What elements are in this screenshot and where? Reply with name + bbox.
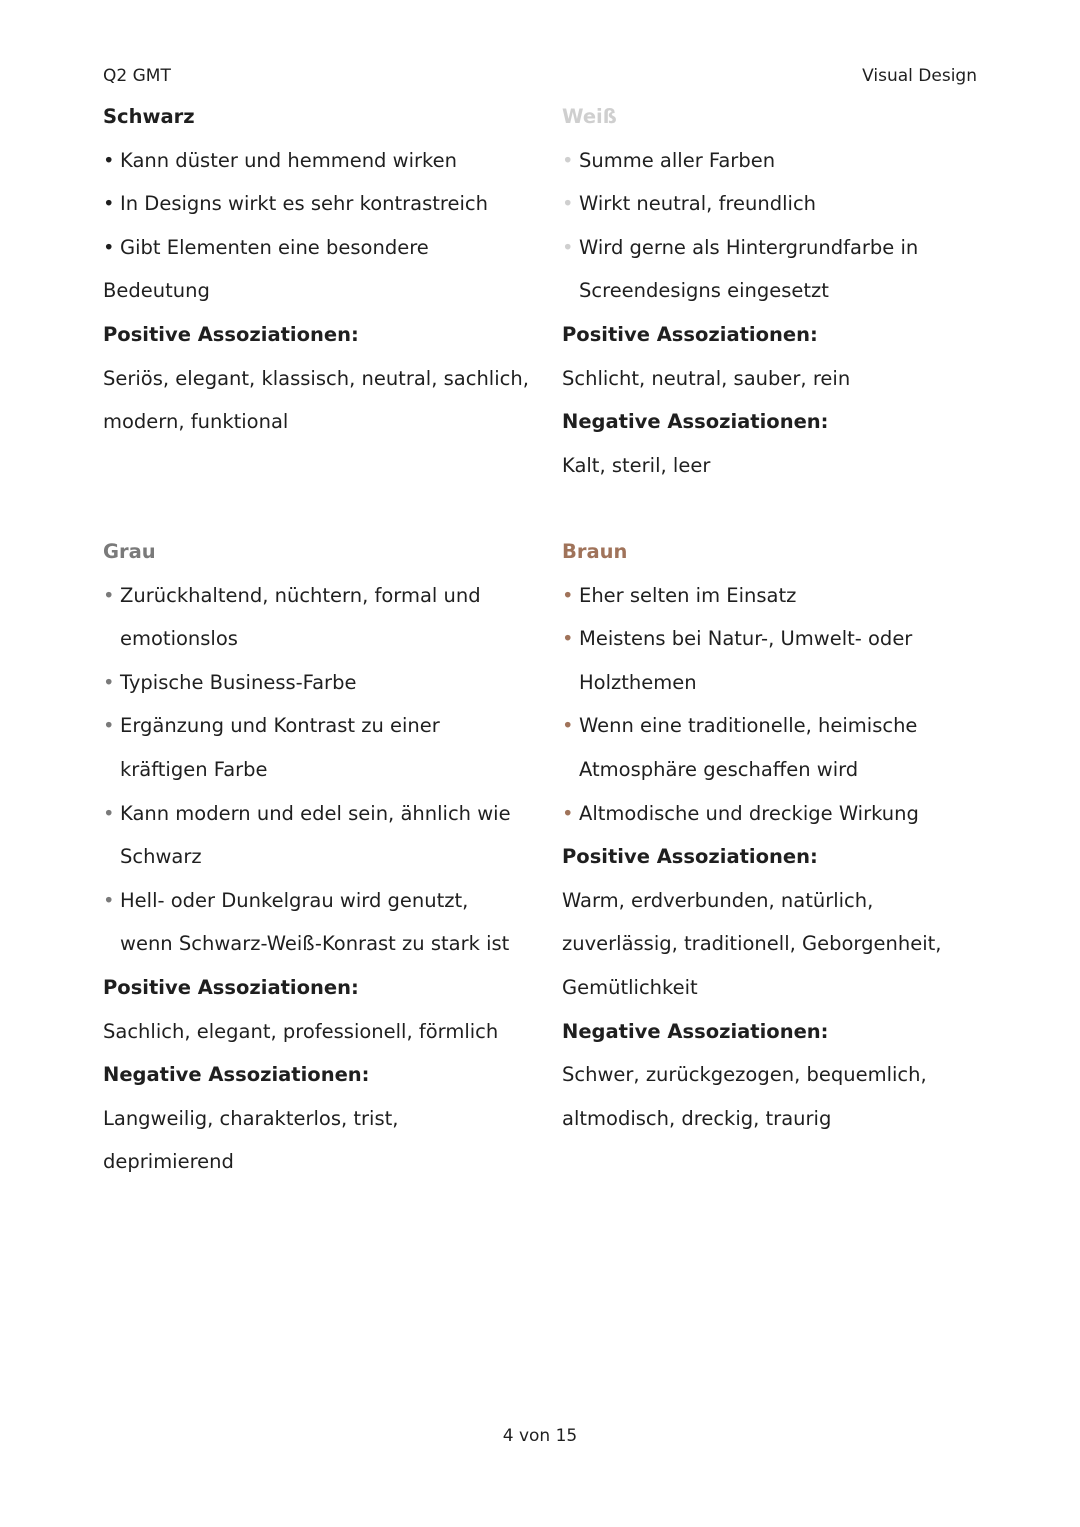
bullet-icon: •: [103, 670, 115, 694]
bullet-icon: •: [562, 192, 574, 216]
header-right: Visual Design: [862, 66, 977, 86]
list-item-text: Meistens bei Natur-, Umwelt- oder: [579, 627, 913, 651]
section-weiss: [562, 95, 1002, 487]
positive-text: zuverlässig, traditionell, Geborgenheit,: [562, 932, 942, 956]
negative-label: Negative Assoziationen:: [103, 1063, 370, 1087]
section-braun: [562, 530, 1002, 1140]
section-title: Weiß: [562, 105, 617, 128]
negative-label: Negative Assoziationen:: [562, 1019, 829, 1043]
section-grau: [103, 530, 543, 1184]
list-item: [562, 792, 1002, 836]
list-item: [103, 226, 543, 270]
list-item: [562, 182, 1002, 226]
list-item: [103, 574, 543, 618]
list-item-continuation: kräftigen Farbe: [120, 757, 268, 781]
list-item: [103, 792, 543, 836]
list-item-text: Ergänzung und Kontrast zu einer: [120, 714, 440, 738]
positive-text: modern, funktional: [103, 410, 289, 434]
list-item-text: Kann modern und edel sein, ähnlich wie: [120, 801, 511, 825]
positive-label: Positive Assoziationen:: [562, 322, 818, 346]
list-item-text: Gibt Elementen eine besondere: [120, 235, 429, 259]
positive-label: Positive Assoziationen:: [103, 975, 359, 999]
positive-text: Sachlich, elegant, professionell, förmlich: [103, 1019, 499, 1043]
negative-text: Schwer, zurückgezogen, bequemlich,: [562, 1063, 927, 1087]
header-left: Q2 GMT: [103, 66, 171, 86]
bullet-icon: •: [103, 888, 115, 912]
negative-text: deprimierend: [103, 1150, 234, 1174]
list-item-continuation: Bedeutung: [103, 279, 210, 303]
list-item: [562, 704, 1002, 748]
section-title: Braun: [562, 540, 628, 563]
positive-label: Positive Assoziationen:: [103, 322, 359, 346]
positive-text: Warm, erdverbunden, natürlich,: [562, 888, 874, 912]
list-item: [103, 879, 543, 923]
list-item-text: Typische Business-Farbe: [120, 670, 357, 694]
bullet-icon: •: [103, 801, 115, 825]
list-item-text: In Designs wirkt es sehr kontrastreich: [120, 192, 488, 216]
bullet-icon: •: [103, 583, 115, 607]
negative-text: Langweilig, charakterlos, trist,: [103, 1106, 399, 1130]
positive-text: Schlicht, neutral, sauber, rein: [562, 366, 851, 390]
bullet-icon: •: [103, 192, 115, 216]
list-item-continuation: Atmosphäre geschaffen wird: [579, 757, 859, 781]
list-item-text: Wirkt neutral, freundlich: [579, 192, 817, 216]
list-item: [562, 139, 1002, 183]
list-item-continuation: Screendesigns eingesetzt: [579, 279, 829, 303]
list-item: [562, 617, 1002, 661]
list-item-text: Wird gerne als Hintergrundfarbe in: [579, 235, 919, 259]
bullet-icon: •: [562, 148, 574, 172]
list-item: [103, 139, 543, 183]
bullet-icon: •: [103, 714, 115, 738]
bullet-icon: •: [103, 235, 115, 259]
list-item-text: Summe aller Farben: [579, 148, 776, 172]
positive-text: Gemütlichkeit: [562, 975, 698, 999]
bullet-icon: •: [562, 235, 574, 259]
list-item-continuation: emotionslos: [120, 627, 238, 651]
negative-text: altmodisch, dreckig, traurig: [562, 1106, 832, 1130]
negative-label: Negative Assoziationen:: [562, 410, 829, 434]
list-item: [562, 226, 1002, 270]
list-item-continuation: wenn Schwarz-Weiß-Konrast zu stark ist: [120, 932, 510, 956]
list-item-text: Zurückhaltend, nüchtern, formal und: [120, 583, 481, 607]
list-item-continuation: Holzthemen: [579, 670, 697, 694]
list-item-text: Kann düster und hemmend wirken: [120, 148, 457, 172]
list-item: [103, 661, 543, 705]
bullet-icon: •: [103, 148, 115, 172]
bullet-icon: •: [562, 627, 574, 651]
negative-text: Kalt, steril, leer: [562, 453, 711, 477]
section-title: Grau: [103, 540, 156, 563]
list-item-text: Hell- oder Dunkelgrau wird genutzt,: [120, 888, 469, 912]
list-item: [103, 182, 543, 226]
list-item-text: Wenn eine traditionelle, heimische: [579, 714, 918, 738]
list-item: [562, 574, 1002, 618]
bullet-icon: •: [562, 714, 574, 738]
section-title: Schwarz: [103, 105, 195, 128]
positive-text: Seriös, elegant, klassisch, neutral, sachlich,: [103, 366, 529, 390]
list-item-text: Altmodische und dreckige Wirkung: [579, 801, 919, 825]
list-item: [103, 704, 543, 748]
bullet-icon: •: [562, 583, 574, 607]
list-item-continuation: Schwarz: [120, 845, 202, 869]
positive-label: Positive Assoziationen:: [562, 845, 818, 869]
page-number: 4 von 15: [502, 1426, 578, 1446]
section-schwarz: [103, 95, 543, 444]
list-item-text: Eher selten im Einsatz: [579, 583, 797, 607]
bullet-icon: •: [562, 801, 574, 825]
